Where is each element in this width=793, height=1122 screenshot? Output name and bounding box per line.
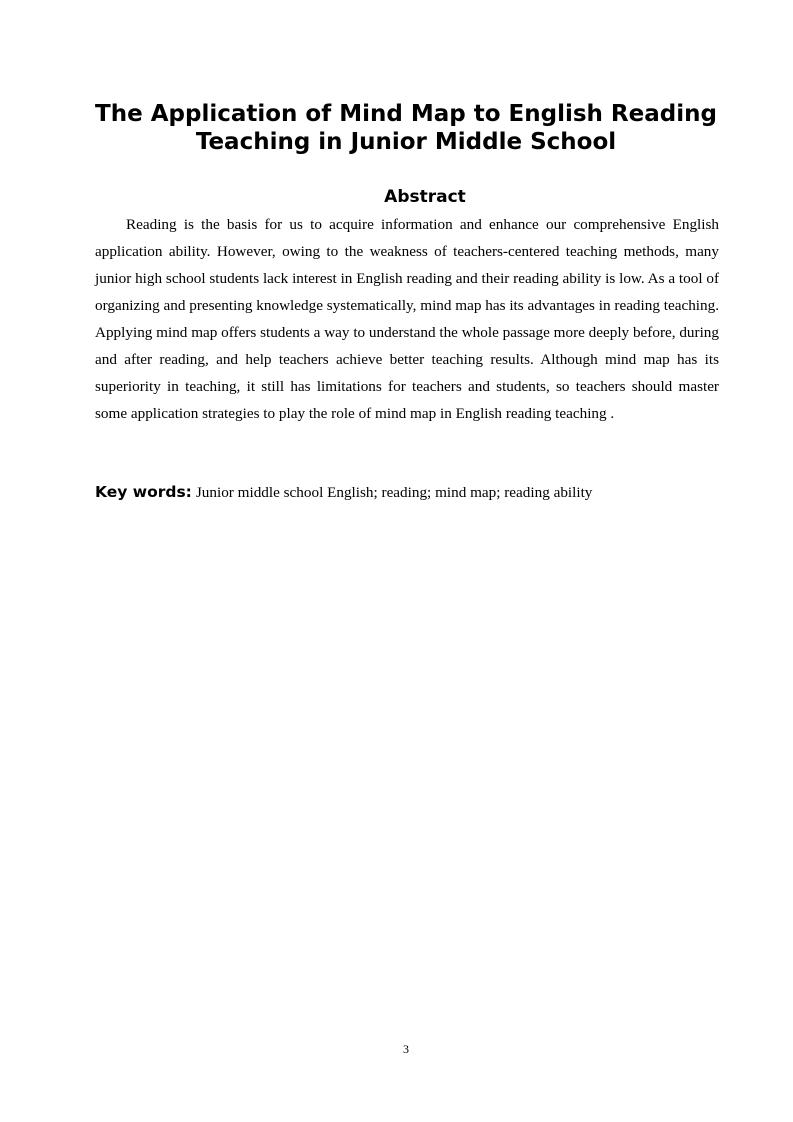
keywords-line	[95, 480, 719, 505]
paper-title	[80, 100, 732, 156]
page-number: 3	[403, 1042, 409, 1056]
paper-title-line-2: Teaching in Junior Middle School	[195, 129, 617, 155]
abstract-body: Reading is the basis for us to acquire information and enhance our comprehensive English application ability. However, owing to the weakness of teachers-centered teaching methods, many junior high school students lack interest in English reading and their reading ability is low. As a tool of organizing and presenting knowledge systematically, mind map has its advantages in reading teaching. Applying mind map offers students a way to understand the whole passage more deeply before, during and after reading, and help teachers achieve better teaching results. Although mind map has its superiority in teaching, it still has limitations for teachers and students, so teachers should master some application strategies to play the role of mind map in English reading teaching .	[95, 216, 719, 422]
keywords-value: Junior middle school English; reading; mind map; reading ability	[195, 484, 593, 501]
keywords-label: Key words:	[95, 483, 192, 501]
abstract-heading: Abstract	[384, 187, 466, 207]
paper-title-line-1: The Application of Mind Map to English Reading	[95, 101, 717, 127]
